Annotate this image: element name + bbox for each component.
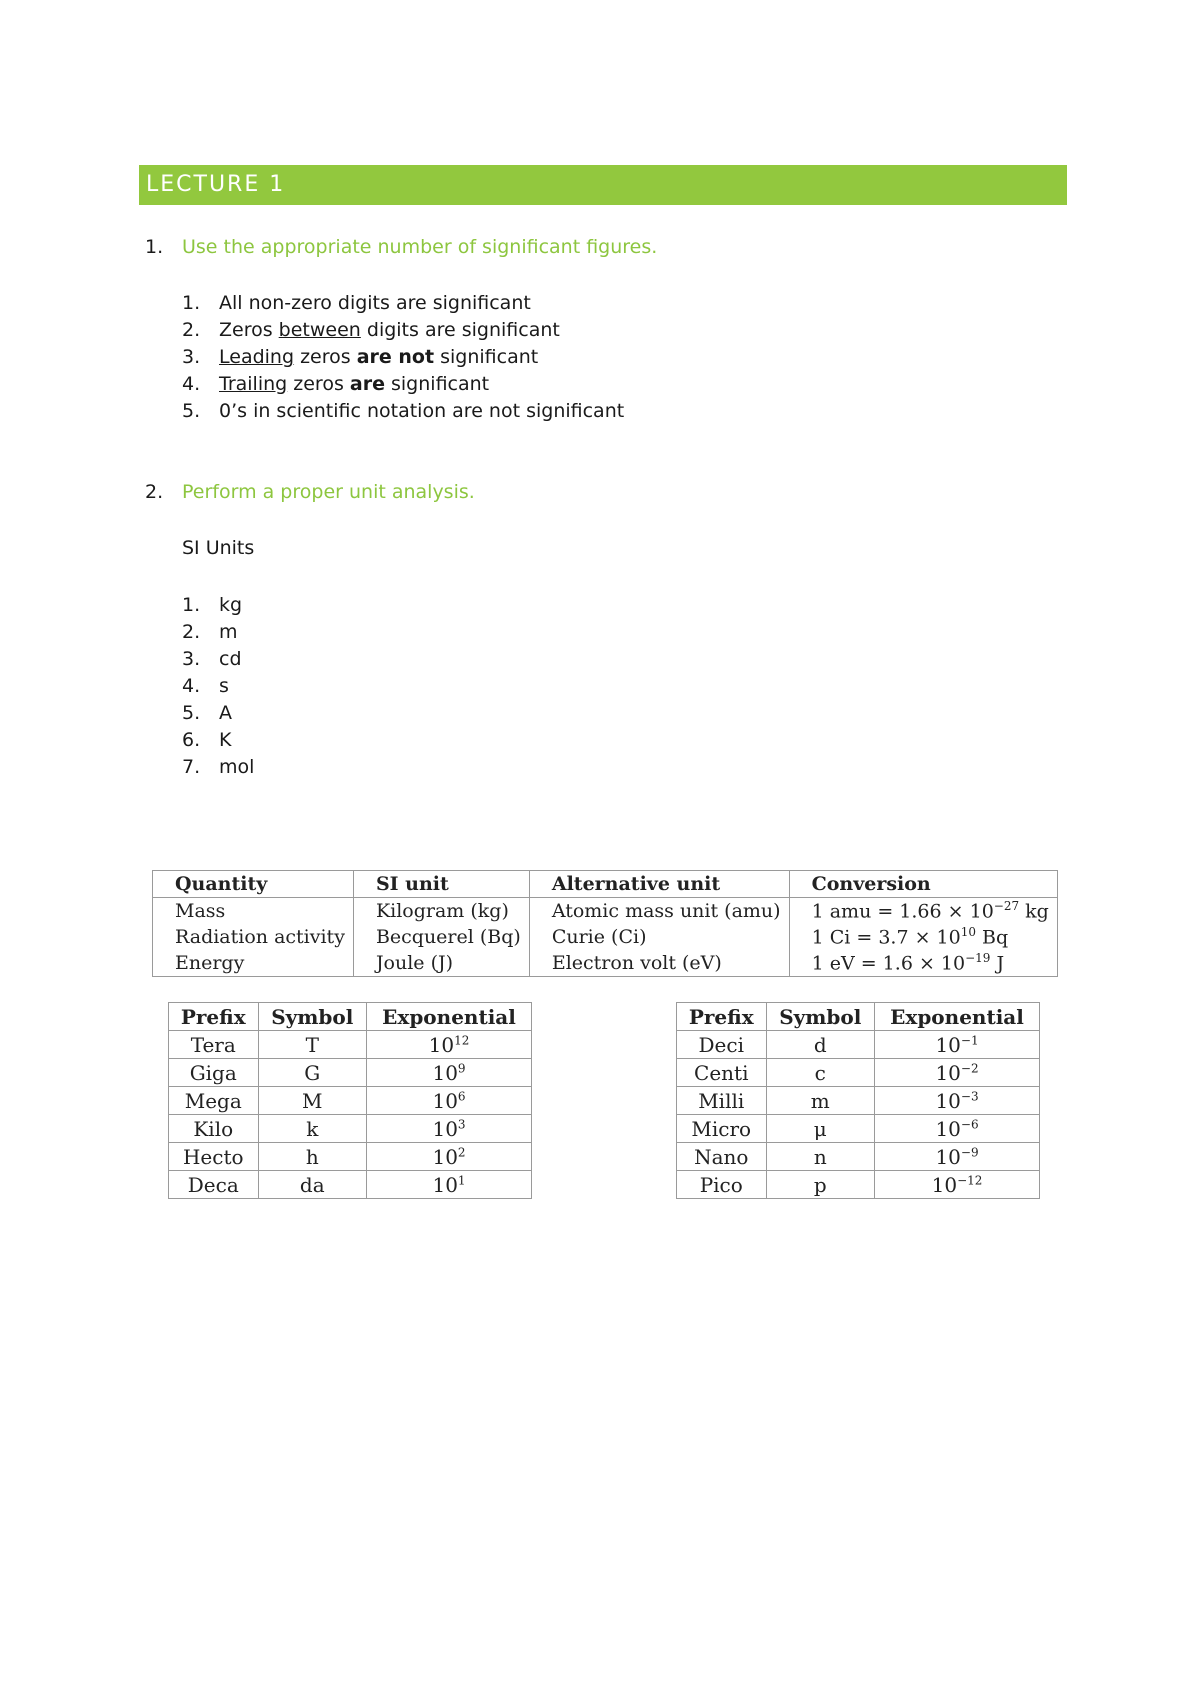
column-header: Prefix xyxy=(677,1003,767,1031)
list-item xyxy=(182,619,254,646)
exponential-cell xyxy=(367,1171,532,1199)
symbol-cell: μ xyxy=(766,1115,875,1143)
symbol-cell: k xyxy=(258,1115,367,1143)
table-row xyxy=(169,1115,532,1143)
list-item xyxy=(182,673,254,700)
exponential-cell xyxy=(875,1143,1040,1171)
list-item xyxy=(182,727,254,754)
table-row xyxy=(677,1087,1040,1115)
si-unit-cell: Joule (J) xyxy=(353,950,529,977)
exponential-base: 10 xyxy=(935,1144,961,1169)
list-item xyxy=(182,754,254,781)
prefix-cell: Nano xyxy=(677,1143,767,1171)
list-item xyxy=(182,290,624,317)
column-header: Quantity xyxy=(153,871,354,898)
prefix-cell: Tera xyxy=(169,1031,259,1059)
list-item xyxy=(182,317,624,344)
table-header-row xyxy=(153,871,1058,898)
prefix-cell: Centi xyxy=(677,1059,767,1087)
list-number: 3. xyxy=(182,648,201,670)
column-header: Conversion xyxy=(789,871,1057,898)
table-row xyxy=(169,1087,532,1115)
column-header: Alternative unit xyxy=(529,871,789,898)
conversion-base: 1 eV = 1.6 × 10 xyxy=(811,952,966,975)
exponential-power: 3 xyxy=(457,1116,466,1131)
list-text: significant xyxy=(384,373,490,395)
table-row xyxy=(153,924,1058,950)
exponential-cell xyxy=(367,1143,532,1171)
exponential-power: −12 xyxy=(957,1172,983,1187)
conversion-exponent: −19 xyxy=(965,951,991,966)
table-row xyxy=(677,1115,1040,1143)
unit-symbol: kg xyxy=(219,594,243,616)
conversion-exponent: 10 xyxy=(960,925,977,940)
prefix-cell: Mega xyxy=(169,1087,259,1115)
alt-unit-cell: Atomic mass unit (amu) xyxy=(529,898,789,925)
exponential-base: 10 xyxy=(935,1060,961,1085)
exponential-base: 10 xyxy=(931,1172,958,1197)
exponential-cell xyxy=(367,1031,532,1059)
conversion-base: 1 Ci = 3.7 × 10 xyxy=(811,926,961,949)
list-text: between xyxy=(278,319,361,341)
prefix-cell: Hecto xyxy=(169,1143,259,1171)
conversion-cell xyxy=(789,898,1057,925)
prefix-cell: Giga xyxy=(169,1059,259,1087)
symbol-cell: M xyxy=(258,1087,367,1115)
exponential-base: 10 xyxy=(432,1144,458,1169)
list-item xyxy=(182,371,624,398)
small-prefix-table xyxy=(676,1002,1040,1199)
conversion-unit: Bq xyxy=(976,926,1009,949)
prefix-cell: Deci xyxy=(677,1031,767,1059)
prefix-cell: Kilo xyxy=(169,1115,259,1143)
column-header: Symbol xyxy=(258,1003,367,1031)
table-row xyxy=(677,1143,1040,1171)
prefix-cell: Pico xyxy=(677,1171,767,1199)
exponential-cell xyxy=(367,1115,532,1143)
symbol-cell: da xyxy=(258,1171,367,1199)
exponential-cell xyxy=(875,1115,1040,1143)
large-prefix-table xyxy=(168,1002,532,1199)
list-item xyxy=(182,592,254,619)
table-row xyxy=(153,898,1058,925)
section-2-number: 2. xyxy=(145,481,164,503)
si-unit-cell: Kilogram (kg) xyxy=(353,898,529,925)
unit-symbol: m xyxy=(219,621,238,643)
exponential-power: 6 xyxy=(457,1088,466,1103)
exponential-power: −9 xyxy=(960,1144,979,1159)
conversion-base: 1 amu = 1.66 × 10 xyxy=(811,900,994,923)
symbol-cell: G xyxy=(258,1059,367,1087)
exponential-cell xyxy=(875,1087,1040,1115)
column-header: Exponential xyxy=(367,1003,532,1031)
exponential-power: −6 xyxy=(960,1116,979,1131)
list-number: 2. xyxy=(182,621,201,643)
list-text: All non-zero digits are significant xyxy=(219,292,531,314)
list-number: 5. xyxy=(182,702,201,724)
exponential-cell xyxy=(367,1059,532,1087)
table-row xyxy=(169,1143,532,1171)
list-item xyxy=(182,700,254,727)
list-number: 2. xyxy=(182,319,201,341)
unit-symbol: mol xyxy=(219,756,255,778)
symbol-cell: n xyxy=(766,1143,875,1171)
alt-unit-cell: Curie (Ci) xyxy=(529,924,789,950)
exponential-power: 9 xyxy=(457,1060,466,1075)
table-row xyxy=(169,1059,532,1087)
exponential-power: −3 xyxy=(960,1088,979,1103)
list-number: 7. xyxy=(182,756,201,778)
symbol-cell: d xyxy=(766,1031,875,1059)
section-2-title: Perform a proper unit analysis. xyxy=(182,481,475,503)
prefix-cell: Deca xyxy=(169,1171,259,1199)
unit-symbol: A xyxy=(219,702,232,724)
exponential-cell xyxy=(875,1171,1040,1199)
exponential-cell xyxy=(875,1031,1040,1059)
list-number: 5. xyxy=(182,400,201,422)
column-header: Exponential xyxy=(875,1003,1040,1031)
list-text: Zeros xyxy=(219,319,279,341)
list-text: digits are significant xyxy=(360,319,560,341)
si-unit-cell: Becquerel (Bq) xyxy=(353,924,529,950)
list-text: 0’s in scientific notation are not significant xyxy=(219,400,625,422)
list-text: zeros xyxy=(287,373,350,395)
symbol-cell: m xyxy=(766,1087,875,1115)
conversion-cell xyxy=(789,924,1057,950)
exponential-base: 10 xyxy=(432,1172,458,1197)
exponential-power: 2 xyxy=(457,1144,466,1159)
quantity-cell: Energy xyxy=(153,950,354,977)
list-text: Trailing xyxy=(219,373,288,395)
unit-symbol: K xyxy=(219,729,232,751)
list-number: 6. xyxy=(182,729,201,751)
exponential-power: −2 xyxy=(960,1060,979,1075)
list-number: 4. xyxy=(182,675,201,697)
conversion-unit: kg xyxy=(1019,900,1049,923)
exponential-base: 10 xyxy=(428,1032,455,1057)
symbol-cell: h xyxy=(258,1143,367,1171)
symbol-cell: c xyxy=(766,1059,875,1087)
conversion-exponent: −27 xyxy=(993,899,1020,914)
list-number: 1. xyxy=(182,292,201,314)
list-number: 3. xyxy=(182,346,201,368)
column-header: SI unit xyxy=(353,871,529,898)
table-header-row xyxy=(677,1003,1040,1031)
list-text: are xyxy=(349,373,385,395)
list-item xyxy=(182,398,624,425)
table-row xyxy=(677,1059,1040,1087)
unit-conversion-table xyxy=(152,870,1058,977)
list-text: zeros xyxy=(294,346,357,368)
table-row xyxy=(677,1171,1040,1199)
exponential-power: −1 xyxy=(960,1032,979,1047)
list-text: are not xyxy=(356,346,435,368)
unit-symbol: s xyxy=(219,675,229,697)
section-2-heading xyxy=(145,481,475,503)
list-text: significant xyxy=(434,346,539,368)
table-row xyxy=(169,1031,532,1059)
conversion-cell xyxy=(789,950,1057,977)
alt-unit-cell: Electron volt (eV) xyxy=(529,950,789,977)
table-header-row xyxy=(169,1003,532,1031)
exponential-base: 10 xyxy=(432,1088,458,1113)
prefix-cell: Milli xyxy=(677,1087,767,1115)
exponential-base: 10 xyxy=(432,1060,458,1085)
exponential-power: 12 xyxy=(454,1032,470,1047)
exponential-power: 1 xyxy=(457,1172,466,1187)
exponential-cell xyxy=(367,1087,532,1115)
exponential-base: 10 xyxy=(935,1032,961,1057)
quantity-cell: Radiation activity xyxy=(153,924,354,950)
list-text: Leading xyxy=(219,346,295,368)
list-item xyxy=(182,344,624,371)
table-row xyxy=(169,1171,532,1199)
column-header: Prefix xyxy=(169,1003,259,1031)
symbol-cell: p xyxy=(766,1171,875,1199)
list-number: 4. xyxy=(182,373,201,395)
lecture-title: LECTURE 1 xyxy=(146,172,286,197)
table-row xyxy=(153,950,1058,977)
quantity-cell: Mass xyxy=(153,898,354,925)
exponential-cell xyxy=(875,1059,1040,1087)
prefix-cell: Micro xyxy=(677,1115,767,1143)
column-header: Symbol xyxy=(766,1003,875,1031)
lecture-banner xyxy=(139,165,1067,205)
unit-symbol: cd xyxy=(219,648,242,670)
exponential-base: 10 xyxy=(935,1088,961,1113)
list-number: 1. xyxy=(182,594,201,616)
table-row xyxy=(677,1031,1040,1059)
exponential-base: 10 xyxy=(935,1116,961,1141)
list-item xyxy=(182,646,254,673)
si-units-list xyxy=(182,592,254,781)
section-1-heading xyxy=(145,236,657,258)
symbol-cell: T xyxy=(258,1031,367,1059)
conversion-unit: J xyxy=(990,952,1005,975)
section-1-title: Use the appropriate number of significant figures. xyxy=(182,236,658,258)
section-1-number: 1. xyxy=(145,236,164,258)
si-units-subheading: SI Units xyxy=(182,537,255,559)
significant-figures-rules xyxy=(182,290,624,425)
exponential-base: 10 xyxy=(432,1116,458,1141)
